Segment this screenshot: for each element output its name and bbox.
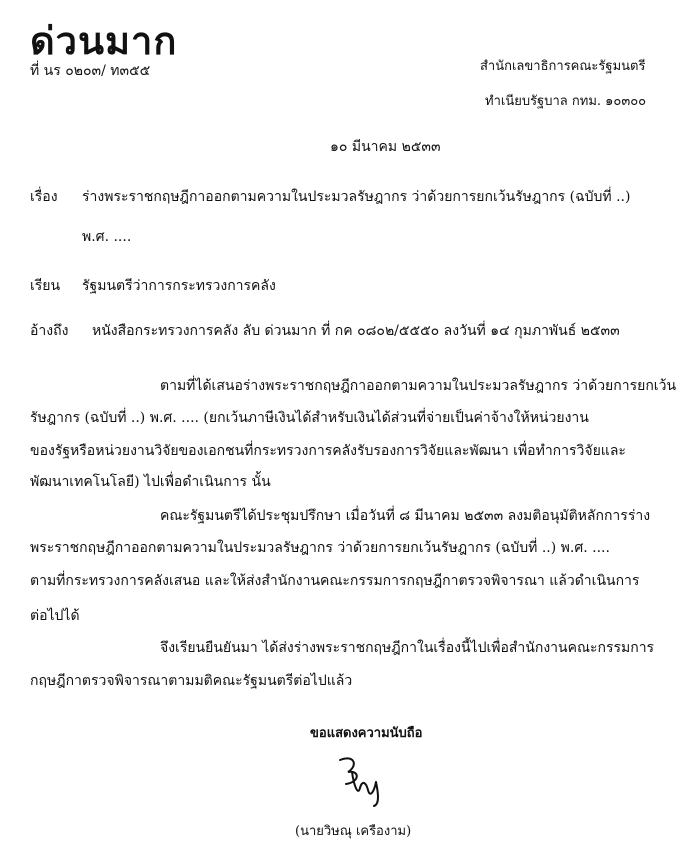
para3-line-1: จึงเรียนยืนยันมา ได้ส่งร่างพระราชกฤษฎีกาในเรื่องนี้ไปเพื่อสำนักงานคณะกรรมการ <box>160 640 655 656</box>
para1-line-1: ตามที่ได้เสนอร่างพระราชกฤษฎีกาออกตามความในประมวลรัษฎากร ว่าด้วยการยกเว้น <box>160 378 677 394</box>
subject-line-2: พ.ศ. .... <box>82 229 132 245</box>
para2-line-2: พระราชกฤษฎีกาออกตามความในประมวลรัษฎากร ว่าด้วยการยกเว้นรัษฎากร (ฉบับที่ ..) พ.ศ. .... <box>30 540 610 556</box>
signer-name: (นายวิษณุ เครืองาม) <box>295 824 412 839</box>
para3-line-2: กฤษฎีกาตรวจพิจารณาตามมติคณะรัฐมนตรีต่อไปแล้ว <box>30 673 353 689</box>
subject-label: เรื่อง <box>30 189 58 205</box>
to-label: เรียน <box>30 278 61 294</box>
subject-line-1: ร่างพระราชกฤษฎีกาออกตามความในประมวลรัษฎากร ว่าด้วยการยกเว้นรัษฎากร (ฉบับที่ ..) <box>82 189 631 205</box>
urgency-heading: ด่วนมาก <box>30 19 178 63</box>
closing-salutation: ขอแสดงความนับถือ <box>310 726 423 741</box>
para2-line-4: ต่อไปได้ <box>30 608 80 624</box>
sender-address: ทำเนียบรัฐบาล กทม. ๑๐๓๐๐ <box>485 94 647 109</box>
reference-text: หนังสือกระทรวงการคลัง ลับ ด่วนมาก ที่ กค ๐๘๐๒/๕๕๕๐ ลงวันที่ ๑๔ กุมภาพันธ์ ๒๕๓๓ <box>92 323 620 339</box>
reference-number: ที่ นร ๐๒๐๓/ ท๓๕๕ <box>30 63 151 79</box>
signature-image <box>330 752 390 807</box>
reference-label: อ้างถึง <box>30 323 69 339</box>
to-recipient: รัฐมนตรีว่าการกระทรวงการคลัง <box>82 278 276 294</box>
para1-line-3: ของรัฐหรือหน่วยงานวิจัยของเอกชนที่กระทรวงการคลังรับรองการวิจัยและพัฒนา เพื่อทำการวิจัยและ <box>30 443 626 459</box>
para1-line-4: พัฒนาเทคโนโลยี) ไปเพื่อดำเนินการ นั้น <box>30 474 271 490</box>
para2-line-1: คณะรัฐมนตรีได้ประชุมปรึกษา เมื่อวันที่ ๘ มีนาคม ๒๕๓๓ ลงมติอนุมัติหลักการร่าง <box>160 508 651 524</box>
para2-line-3: ตามที่กระทรวงการคลังเสนอ และให้ส่งสำนักงานคณะกรรมการกฤษฎีกาตรวจพิจารณา แล้วดำเนินการ <box>30 573 640 589</box>
letter-date: ๑๐ มีนาคม ๒๕๓๓ <box>330 139 441 155</box>
sender-organization: สำนักเลขาธิการคณะรัฐมนตรี <box>480 59 646 74</box>
para1-line-2: รัษฎากร (ฉบับที่ ..) พ.ศ. .... (ยกเว้นภาษีเงินได้สำหรับเงินได้ส่วนที่จ่ายเป็นค่าจ้างให้หน่วยงาน <box>30 410 589 426</box>
